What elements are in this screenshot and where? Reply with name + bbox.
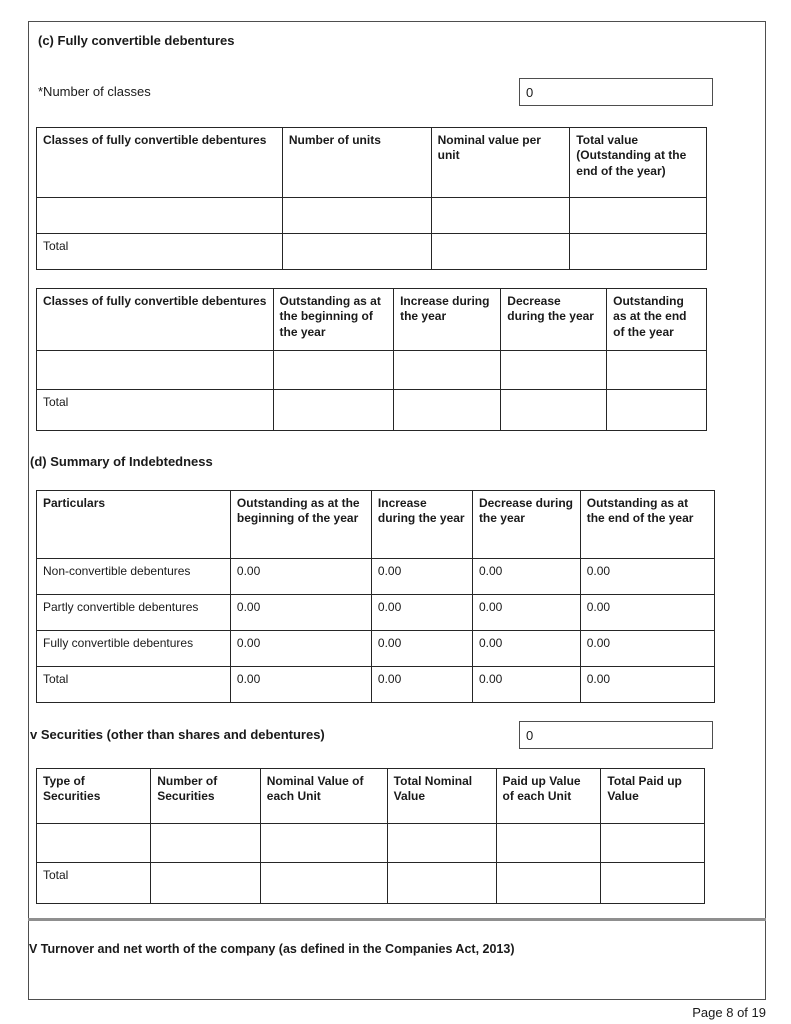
column-header: Outstanding as at the beginning of the year — [230, 491, 371, 559]
empty-cell — [273, 351, 394, 390]
column-header: Nominal value per unit — [431, 128, 570, 198]
value-cell: 0.00 — [371, 595, 472, 631]
column-header: Outstanding as at the end of the year — [607, 289, 707, 351]
securities-table — [36, 768, 705, 904]
column-header: Nominal Value of each Unit — [260, 769, 387, 824]
empty-cell — [607, 390, 707, 431]
column-header: Total Nominal Value — [387, 769, 496, 824]
value-cell: 0.00 — [230, 667, 371, 703]
total-label: Total — [37, 234, 283, 270]
total-row — [37, 390, 707, 431]
empty-cell — [37, 351, 274, 390]
empty-cell — [387, 824, 496, 863]
row-label: Partly convertible debentures — [37, 595, 231, 631]
value-cell: 0.00 — [580, 631, 714, 667]
section-divider — [28, 918, 766, 921]
number-of-classes-input[interactable] — [519, 78, 713, 106]
column-header: Total Paid up Value — [601, 769, 705, 824]
total-label: Total — [37, 863, 151, 904]
row-label: Non-convertible debentures — [37, 559, 231, 595]
page-number: Page 8 of 19 — [692, 1005, 766, 1020]
value-cell: 0.00 — [472, 631, 580, 667]
empty-cell — [260, 824, 387, 863]
column-header: Total value (Outstanding at the end of the year) — [570, 128, 707, 198]
value-cell: 0.00 — [230, 559, 371, 595]
value-cell: 0.00 — [230, 595, 371, 631]
total-row — [37, 863, 705, 904]
value-cell: 0.00 — [230, 631, 371, 667]
empty-cell — [431, 198, 570, 234]
column-header: Particulars — [37, 491, 231, 559]
value-cell: 0.00 — [371, 667, 472, 703]
table-row — [37, 824, 705, 863]
empty-cell — [273, 390, 394, 431]
securities-count-input[interactable] — [519, 721, 713, 749]
turnover-heading: V Turnover and net worth of the company (as defined in the Companies Act, 2013) — [29, 942, 515, 956]
table-row — [37, 631, 715, 667]
section-c-heading: (c) Fully convertible debentures — [38, 33, 235, 48]
empty-cell — [496, 863, 601, 904]
column-header: Type of Securities — [37, 769, 151, 824]
column-header: Number of units — [282, 128, 431, 198]
empty-cell — [607, 351, 707, 390]
fcd-movement-table — [36, 288, 707, 431]
column-header: Classes of fully convertible debentures — [37, 289, 274, 351]
value-cell: 0.00 — [472, 667, 580, 703]
value-cell: 0.00 — [580, 559, 714, 595]
empty-cell — [601, 863, 705, 904]
empty-cell — [601, 824, 705, 863]
empty-cell — [431, 234, 570, 270]
fcd-units-table — [36, 127, 707, 270]
column-header: Decrease during the year — [501, 289, 607, 351]
empty-cell — [151, 824, 261, 863]
row-label: Fully convertible debentures — [37, 631, 231, 667]
value-cell: 0.00 — [472, 559, 580, 595]
empty-cell — [37, 824, 151, 863]
empty-cell — [501, 351, 607, 390]
table-row — [37, 351, 707, 390]
empty-cell — [570, 198, 707, 234]
empty-cell — [37, 198, 283, 234]
value-cell: 0.00 — [580, 595, 714, 631]
total-row — [37, 234, 707, 270]
number-of-classes-label: *Number of classes — [38, 84, 151, 99]
table-row — [37, 198, 707, 234]
securities-heading: v Securities (other than shares and debentures) — [30, 727, 325, 742]
column-header: Classes of fully convertible debentures — [37, 128, 283, 198]
table-row — [37, 559, 715, 595]
column-header: Increase during the year — [371, 491, 472, 559]
total-label: Total — [37, 390, 274, 431]
empty-cell — [501, 390, 607, 431]
column-header: Paid up Value of each Unit — [496, 769, 601, 824]
empty-cell — [394, 390, 501, 431]
empty-cell — [387, 863, 496, 904]
value-cell: 0.00 — [472, 595, 580, 631]
indebtedness-table — [36, 490, 715, 703]
empty-cell — [570, 234, 707, 270]
column-header: Decrease during the year — [472, 491, 580, 559]
table-row — [37, 595, 715, 631]
value-cell: 0.00 — [371, 631, 472, 667]
empty-cell — [282, 198, 431, 234]
value-cell: 0.00 — [371, 559, 472, 595]
column-header: Outstanding as at the end of the year — [580, 491, 714, 559]
section-d-heading: (d) Summary of Indebtedness — [30, 454, 213, 469]
empty-cell — [496, 824, 601, 863]
empty-cell — [151, 863, 261, 904]
empty-cell — [260, 863, 387, 904]
column-header: Number of Securities — [151, 769, 261, 824]
value-cell: 0.00 — [580, 667, 714, 703]
total-row — [37, 667, 715, 703]
column-header: Outstanding as at the beginning of the year — [273, 289, 394, 351]
empty-cell — [282, 234, 431, 270]
total-label: Total — [37, 667, 231, 703]
empty-cell — [394, 351, 501, 390]
column-header: Increase during the year — [394, 289, 501, 351]
